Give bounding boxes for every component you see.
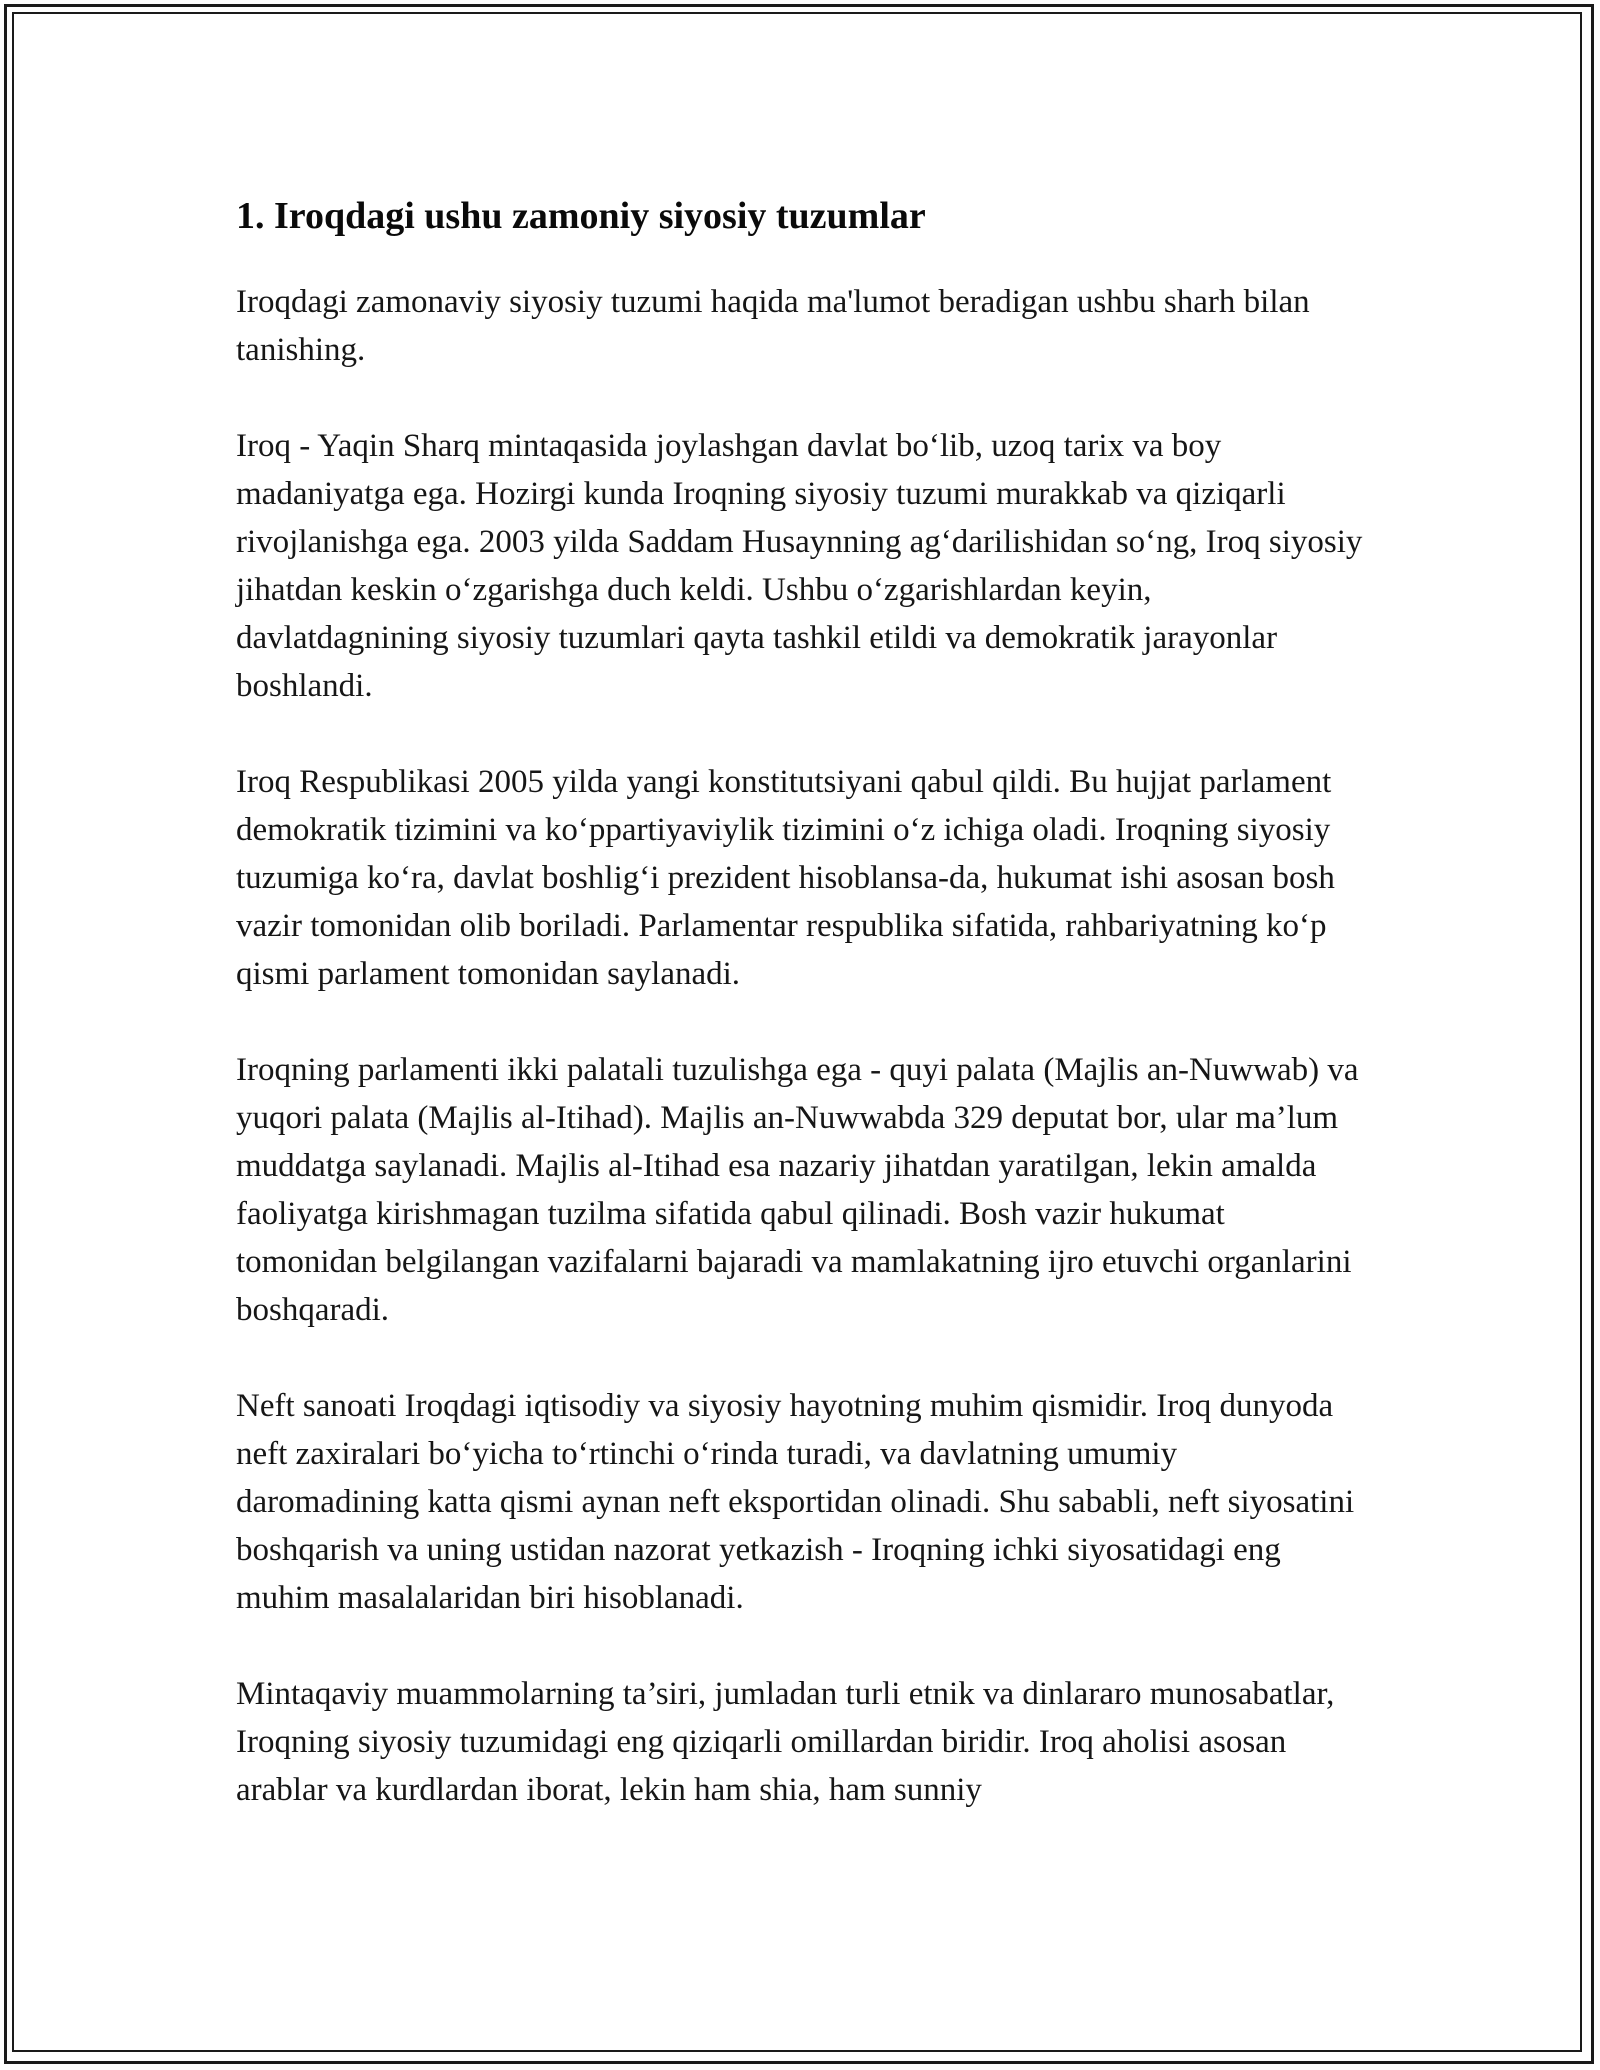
paragraph-intro: Iroqdagi zamonaviy siyosiy tuzumi haqida ma'lumot beradigan ushbu sharh bilan tanishing.: [236, 284, 1310, 368]
document-body: [236, 188, 1366, 1862]
paragraph-history: Iroq - Yaqin Sharq mintaqasida joylashgan davlat bo‘lib, uzoq tarix va boy madaniyatga ega. Hozirgi kunda Iroqning siyosiy tuzumi murakkab va qiziqarli rivojlanishga ega. 2003 yilda Saddam Husaynning ag‘darilishidan so‘ng, Iroq siyosiy jihatdan keskin o‘zgarishga duch keldi. Ushbu o‘zgarishlardan keyin, davlatdagnining siyosiy tuzumlari qayta tashkil etildi va demokratik jarayonlar boshlandi.: [236, 428, 1363, 704]
paragraph-oil-industry: Neft sanoati Iroqdagi iqtisodiy va siyosiy hayotning muhim qismidir. Iroq dunyoda neft zaxiralari bo‘yicha to‘rtinchi o‘rinda turadi, va davlatning umumiy daromadining katta qismi aynan neft eksportidan olinadi. Shu sababli, neft siyosatini boshqarish va uning ustidan nazorat yetkazish - Iroqning ichki siyosatidagi eng muhim masalalaridan biri hisoblanadi.: [236, 1388, 1355, 1616]
section-heading: 1. Iroqdagi ushu zamoniy siyosiy tuzumlar: [236, 195, 926, 237]
paragraph-regional-issues: Mintaqaviy muammolarning ta’siri, jumladan turli etnik va dinlararo munosabatlar, Iroqning siyosiy tuzumidagi eng qiziqarli omillardan biridir. Iroq aholisi asosan arablar va kurdlardan iborat, lekin ham shia, ham sunniy: [236, 1676, 1335, 1808]
paragraph-parliament: Iroqning parlamenti ikki palatali tuzulishga ega - quyi palata (Majlis an-Nuwwab) va yuqori palata (Majlis al-Itihad). Majlis an-Nuwwabda 329 deputat bor, ular ma’lum muddatga saylanadi. Majlis al-Itihad esa nazariy jihatdan yaratilgan, lekin amalda faoliyatga kirishmagan tuzilma sifatida qabul qilinadi. Bosh vazir hukumat tomonidan belgilangan vazifalarni bajaradi va mamlakatning ijro etuvchi organlarini boshqaradi.: [236, 1052, 1359, 1328]
paragraph-constitution: Iroq Respublikasi 2005 yilda yangi konstitutsiyani qabul qildi. Bu hujjat parlament demokratik tizimini va ko‘ppartiyaviylik tizimini o‘z ichiga oladi. Iroqning siyosiy tuzumiga ko‘ra, davlat boshlig‘i prezident hisoblansa-da, hukumat ishi asosan bosh vazir tomonidan olib boriladi. Parlamentar respublika sifatida, rahbariyatning ko‘p qismi parlament tomonidan saylanadi.: [236, 764, 1335, 992]
